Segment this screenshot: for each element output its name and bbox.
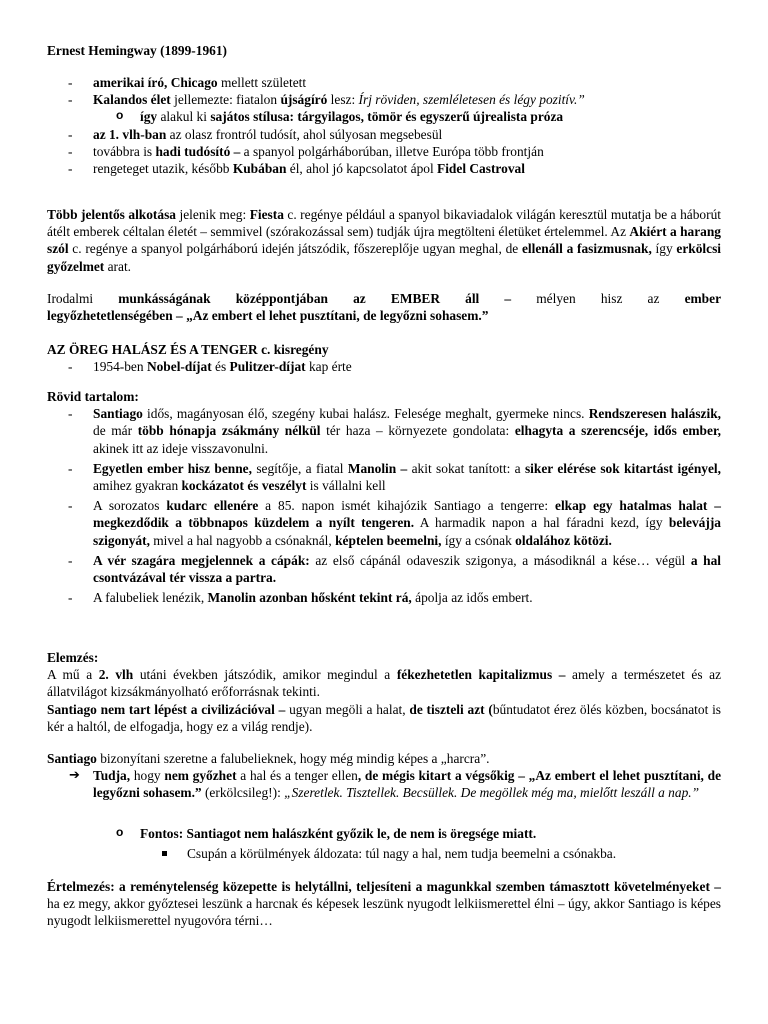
bio-item: [47, 74, 721, 91]
text-run: „Szeretlek. Tisztellek. Becsüllek. De megöllek még ma, mielőtt leszáll a nap.”: [284, 785, 700, 801]
text-run: A falubeliek lenézik,: [93, 590, 208, 606]
text-run: Kubában: [232, 161, 287, 176]
prize-list: [47, 358, 721, 375]
text-run: Fiesta: [249, 207, 284, 222]
summary-item: [47, 460, 721, 494]
important-subitem: [47, 825, 721, 842]
bio-subitem: [47, 108, 721, 125]
author-heading: Ernest Hemingway (1899-1961): [47, 43, 228, 58]
text-run: Fidel Castroval: [437, 161, 525, 176]
text-run: siker elérése sok kitartást igényel,: [524, 460, 721, 476]
text-run: 2. vlh: [98, 667, 134, 683]
text-run: mivel a hal nagyobb a csónaknál,: [149, 532, 336, 548]
text-run: c. regénye például a spanyol bikaviadalok világán keresztül mutatja be a háborút átélt emberek céltalan életét – semmivel (szórakozással sem) tudják újra megtölteni életüket értelemmel. Az: [47, 207, 721, 240]
text-run: A mű a: [47, 667, 99, 683]
text-run: hadi tudósító –: [155, 143, 241, 159]
text-run: Manolin azonban hősként tekint rá,: [207, 590, 412, 606]
text-run: (erkölcsileg!):: [201, 785, 285, 801]
text-run: Rendszeresen halászik,: [588, 406, 721, 422]
arrow-item: [47, 767, 721, 801]
summary-item: [47, 552, 721, 586]
text-run: utáni években játszódik, amikor megindul a: [133, 667, 397, 683]
text-run: akinek itt az ideje visszavonulni.: [93, 440, 269, 456]
prize-item: [47, 358, 721, 375]
works-paragraph: [47, 206, 721, 275]
text-run: bűntudatot érez ölés közben, bocsánatot is kér a haltól, de elfogadja, hogy ez a világ rendje).: [47, 701, 722, 734]
text-run: elhagyta a szerencséje, idős ember,: [514, 423, 722, 439]
text-run: erkölcsi győzelmet: [47, 241, 721, 274]
biography-list-cont: [47, 126, 721, 178]
text-run: Csupán a körülmények áldozata: túl nagy a hal, nem tudja beemelni a csónakba.: [187, 846, 617, 861]
text-run: oldalához kötözi.: [515, 532, 612, 548]
circumstance-item: [47, 845, 721, 862]
arrow-list: [47, 767, 721, 801]
text-run: Értelmezés: a reménytelenség közepette is helytállni, teljesíteni a magunkkal szemben támasztott követelményeket –: [47, 879, 721, 894]
style-sublist: [47, 108, 721, 125]
text-run: Kalandos élet: [93, 92, 171, 108]
text-run: de tiszteli azt (: [409, 701, 493, 717]
text-run: A vér szagára megjelennek a cápák:: [93, 552, 310, 568]
text-run: a hal csontvázával tér vissza a partra.: [93, 552, 721, 586]
text-run: Santiago: [93, 406, 143, 422]
text-run: bizonyítani szeretne a falubelieknek, hogy még mindig képes a „harcra”.: [96, 751, 490, 766]
important-sublist: [47, 825, 721, 842]
text-run: ellenáll a fasizmusnak,: [521, 241, 652, 257]
summary-heading: Rövid tartalom:: [47, 389, 139, 404]
text-run: Egyetlen ember hisz benne,: [93, 460, 252, 476]
text-run: sajátos stílusa: tárgyilagos, tömör és egyszerű újrealista próza: [210, 109, 564, 125]
text-run: jelenik meg:: [176, 207, 250, 222]
bio-item: [47, 126, 721, 143]
conclusion-paragraph: [47, 878, 721, 930]
text-run: idős, magányosan élő, szegény kubai halász. Felesége meghalt, gyermeke nincs.: [142, 406, 589, 422]
text-run: 1954-ben: [93, 359, 147, 375]
text-run: arat.: [104, 258, 132, 274]
text-run: de már: [93, 423, 138, 439]
summary-item: [47, 497, 721, 549]
text-run: a spanyol polgárháborúban, illetve Európa több frontján: [240, 143, 544, 159]
circumstance-list: [47, 845, 721, 862]
text-run: A sorozatos: [93, 498, 167, 514]
text-run: legyőzhetetlenségében – „Az embert el lehet pusztítani, de legyőzni sohasem.”: [47, 308, 489, 324]
text-run: jellemezte: fiatalon: [170, 92, 281, 108]
text-run: Fontos: Santiagot nem halászként győzik le, de nem is öregsége miatt.: [140, 826, 537, 841]
text-run: alakul ki: [157, 109, 211, 125]
text-run: így: [651, 241, 677, 257]
text-run: mélyen hisz az: [511, 291, 685, 306]
text-run: az első cápánál odaveszik szigonya, a másodiknál a kése… végül: [309, 552, 691, 568]
bio-item: [47, 160, 721, 177]
text-run: Írj röviden, szemléletesen és légy pozitív.”: [358, 92, 585, 108]
text-run: több hónapja zsákmány nélkül: [137, 423, 321, 439]
text-run: tér haza – környezete gondolata:: [320, 423, 515, 439]
text-run: él, ahol jó kapcsolatot ápol: [286, 161, 438, 176]
proof-paragraph: [47, 750, 721, 767]
text-run: ápolja az idős embert.: [411, 590, 533, 606]
text-run: segítője, a fiatal: [251, 460, 348, 476]
text-run: rengeteget utazik, később: [93, 161, 233, 176]
text-run: Nobel-díjat: [146, 359, 212, 375]
text-run: Irodalmi: [47, 291, 119, 306]
focus-line-1: [47, 290, 721, 307]
text-run: hogy: [130, 768, 165, 784]
analysis-heading: Elemzés:: [47, 650, 99, 665]
analysis-paragraph-1: [47, 666, 721, 700]
text-run: akit sokat tanított: a: [407, 460, 525, 476]
text-run: Tudja,: [93, 768, 131, 784]
summary-item: [47, 405, 721, 457]
text-run: a 85. napon ismét kihajózik Santiago a tengerre:: [258, 498, 555, 514]
text-run: Pulitzer-díjat: [229, 359, 306, 375]
text-run: továbbra is: [93, 143, 156, 159]
analysis-paragraph-2: [47, 701, 721, 735]
text-run: mellett született: [217, 75, 307, 90]
text-run: az 1. vlh-ban: [93, 126, 167, 142]
text-run: fékezhetetlen kapitalizmus –: [396, 667, 566, 683]
focus-line-2: [47, 307, 721, 324]
text-run: nem győzhet: [164, 768, 237, 784]
text-run: amihez gyakran: [93, 478, 182, 493]
text-run: Akiért a harang szól: [47, 224, 721, 257]
text-run: amerikai író, Chicago: [93, 75, 218, 90]
text-run: belevájja szigonyát,: [93, 515, 721, 548]
text-run: lesz:: [327, 92, 359, 108]
text-run: kockázatot és veszélyt: [181, 478, 307, 493]
text-run: Több jelentős alkotása: [47, 207, 176, 222]
text-run: ember: [684, 291, 722, 306]
bio-item: [47, 91, 721, 108]
text-run: kudarc ellenére: [166, 498, 259, 514]
text-run: Manolin –: [347, 460, 408, 476]
text-run: képtelen beemelni,: [335, 532, 442, 548]
text-run: Santiago: [47, 751, 97, 766]
summary-list: [47, 405, 721, 606]
text-run: ha ez megy, akkor győztesei leszünk a harcnak és képesek leszünk nyugodt lelkiismerettel élni – úgy, akkor Santiago is képes nyugodt lelkiismerettel nyugovóra térni…: [47, 896, 721, 929]
text-run: a hal és a tenger ellen: [236, 768, 358, 784]
text-run: is vállalni kell: [306, 478, 386, 493]
text-run: így a csónak: [441, 532, 516, 548]
text-run: kap érte: [305, 359, 352, 375]
text-run: újságíró: [280, 92, 328, 108]
bio-item: [47, 143, 721, 160]
novel-title: AZ ÖREG HALÁSZ ÉS A TENGER c. kisregény: [47, 342, 329, 357]
text-run: amely a természetet és az állatvilágot kizsákmányolható erőforrásnak tekinti.: [47, 667, 722, 700]
text-run: , de mégis kitart a végsőkig – „Az embert el lehet pusztítani, de legyőzni sohasem.”: [93, 768, 722, 801]
text-run: Santiago nem tart lépést a civilizációval –: [47, 701, 286, 717]
text-run: és: [211, 359, 230, 375]
text-run: c. regénye a spanyol polgárháború idején játszódik, főszereplője ugyan meghal, de: [68, 241, 522, 257]
summary-item: [47, 589, 721, 606]
text-run: az olasz frontról tudósít, ahol súlyosan megsebesül: [166, 126, 443, 142]
text-run: A harmadik napon a hal fáradni kezd, így: [414, 515, 669, 531]
text-run: ugyan megöli a halat,: [285, 701, 410, 717]
text-run: elkap egy hatalmas halat – megkezdődik a többnapos küzdelem a nyílt tengeren.: [93, 498, 721, 531]
biography-list: [47, 74, 721, 108]
text-run: munkásságának középpontjában az EMBER áll –: [118, 291, 512, 306]
text-run: így: [140, 109, 158, 125]
